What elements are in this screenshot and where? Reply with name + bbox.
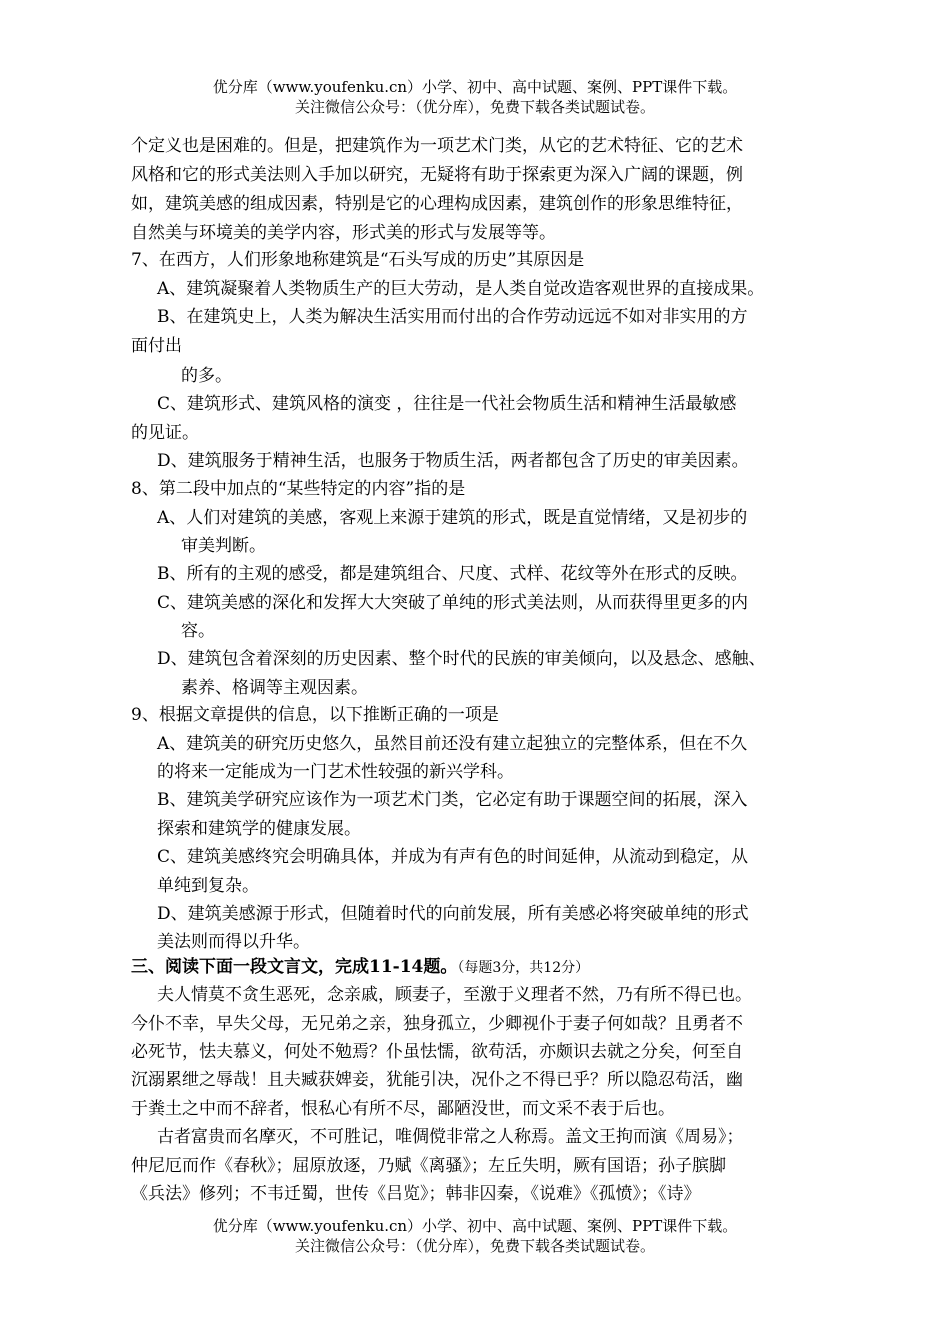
section-3-note: （每题3分，共12分） xyxy=(457,960,590,976)
question-8-option-d-cont: 素养、格调等主观因素。 xyxy=(181,678,368,698)
question-7-option-b-cont: 面付出 xyxy=(131,336,182,356)
header-line-2: 关注微信公众号：（优分库），免费下载各类试题试卷。 xyxy=(294,98,655,116)
passage-line: 夫人情莫不贪生恶死，念亲戚，顾妻子，至激于义理者不然，乃有所不得已也。 xyxy=(157,985,752,1005)
question-7-stem: 7、在西方，人们形象地称建筑是“石头写成的历史”其原因是 xyxy=(131,250,585,270)
question-8-stem: 8、第二段中加点的“某些特定的内容”指的是 xyxy=(131,479,466,499)
passage-line: 于粪土之中而不辞者，恨私心有所不尽，鄙陋没世，而文采不表于后也。 xyxy=(131,1099,675,1119)
header-line-1: 优分库（www.youfenku.cn）小学、初中、高中试题、案例、PPT课件下载。 xyxy=(212,78,738,96)
question-8-option-b: B、所有的主观的感受，都是建筑组合、尺度、式样、花纹等外在形式的反映。 xyxy=(157,564,748,584)
intro-line: 自然美与环境美的美学内容，形式美的形式与发展等等。 xyxy=(131,223,556,243)
passage-line: 沉溺累绁之辱哉！且夫臧获婢妾，犹能引决，况仆之不得已乎？所以隐忍苟活，幽 xyxy=(131,1070,743,1090)
question-9-option-a-cont: 的将来一定能成为一门艺术性较强的新兴学科。 xyxy=(157,762,514,782)
question-9-option-d: D、建筑美感源于形式，但随着时代的向前发展，所有美感必将突破单纯的形式 xyxy=(157,904,749,924)
question-9-option-a: A、建筑美的研究历史悠久，虽然目前还没有建立起独立的完整体系，但在不久 xyxy=(157,734,748,754)
section-3-title: 三、阅读下面一段文言文，完成11-14题。 xyxy=(131,957,458,977)
question-7-option-a: A、建筑凝聚着人类物质生产的巨大劳动，是人类自觉改造客观世界的直接成果。 xyxy=(157,279,765,299)
question-9-stem: 9、根据文章提供的信息，以下推断正确的一项是 xyxy=(131,705,499,725)
page-footer xyxy=(0,1216,950,1256)
question-7-option-c: C、建筑形式、建筑风格的演变 ，往往是一代社会物质生活和精神生活最敏感 xyxy=(157,394,737,414)
question-8-option-a: A、人们对建筑的美感，客观上来源于建筑的形式，既是直觉情绪，又是初步的 xyxy=(157,508,748,528)
question-9-option-c-cont: 单纯到复杂。 xyxy=(157,876,259,896)
section-3-heading xyxy=(131,955,589,980)
question-7-option-d: D、建筑服务于精神生活，也服务于物质生活，两者都包含了历史的审美因素。 xyxy=(157,451,749,471)
question-9-option-c: C、建筑美感终究会明确具体，并成为有声有色的时间延伸，从流动到稳定，从 xyxy=(157,847,749,867)
question-7-option-b: B、在建筑史上，人类为解决生活实用而付出的合作劳动远远不如对非实用的方 xyxy=(157,307,748,327)
passage-line: 今仆不幸，早失父母，无兄弟之亲，独身孤立，少卿视仆于妻子何如哉？且勇者不 xyxy=(131,1014,743,1034)
intro-line: 如，建筑美感的组成因素，特别是它的心理构成因素，建筑创作的形象思维特征， xyxy=(131,194,743,214)
footer-line-1: 优分库（www.youfenku.cn）小学、初中、高中试题、案例、PPT课件下载。 xyxy=(212,1217,738,1235)
passage-line: 《兵法》修列；不韦迁蜀，世传《吕览》；韩非囚秦，《说难》《孤愤》；《诗》 xyxy=(131,1184,701,1204)
passage-line: 仲尼厄而作《春秋》；屈原放逐，乃赋《离骚》；左丘失明，厥有国语；孙子膑脚 xyxy=(131,1156,726,1176)
question-9-option-d-cont: 美法则而得以升华。 xyxy=(157,932,310,952)
question-9-option-b-cont: 探索和建筑学的健康发展。 xyxy=(157,819,361,839)
passage-line: 必死节，怯夫慕义，何处不勉焉？仆虽怯懦，欲苟活，亦颇识去就之分矣，何至自 xyxy=(131,1042,743,1062)
question-7-option-c-cont: 的见证。 xyxy=(131,423,199,443)
intro-line: 个定义也是困难的。但是，把建筑作为一项艺术门类，从它的艺术特征、它的艺术 xyxy=(131,136,743,156)
intro-line: 风格和它的形式美法则入手加以研究，无疑将有助于探索更为深入广阔的课题，例 xyxy=(131,165,743,185)
passage-line: 古者富贵而名摩灭，不可胜记，唯倜傥非常之人称焉。盖文王拘而演《周易》； xyxy=(157,1127,744,1147)
question-8-option-a-cont: 审美判断。 xyxy=(181,536,266,556)
footer-line-2: 关注微信公众号：（优分库），免费下载各类试题试卷。 xyxy=(294,1237,655,1255)
question-7-option-b-cont: 的多。 xyxy=(181,366,232,386)
question-8-option-c: C、建筑美感的深化和发挥大大突破了单纯的形式美法则，从而获得里更多的内 xyxy=(157,593,749,613)
question-9-option-b: B、建筑美学研究应该作为一项艺术门类，它必定有助于课题空间的拓展，深入 xyxy=(157,790,748,810)
page-header xyxy=(0,77,950,117)
question-8-option-d: D、建筑包含着深刻的历史因素、整个时代的民族的审美倾向，以及悬念、感触、 xyxy=(157,649,766,669)
question-8-option-c-cont: 容。 xyxy=(181,621,215,641)
